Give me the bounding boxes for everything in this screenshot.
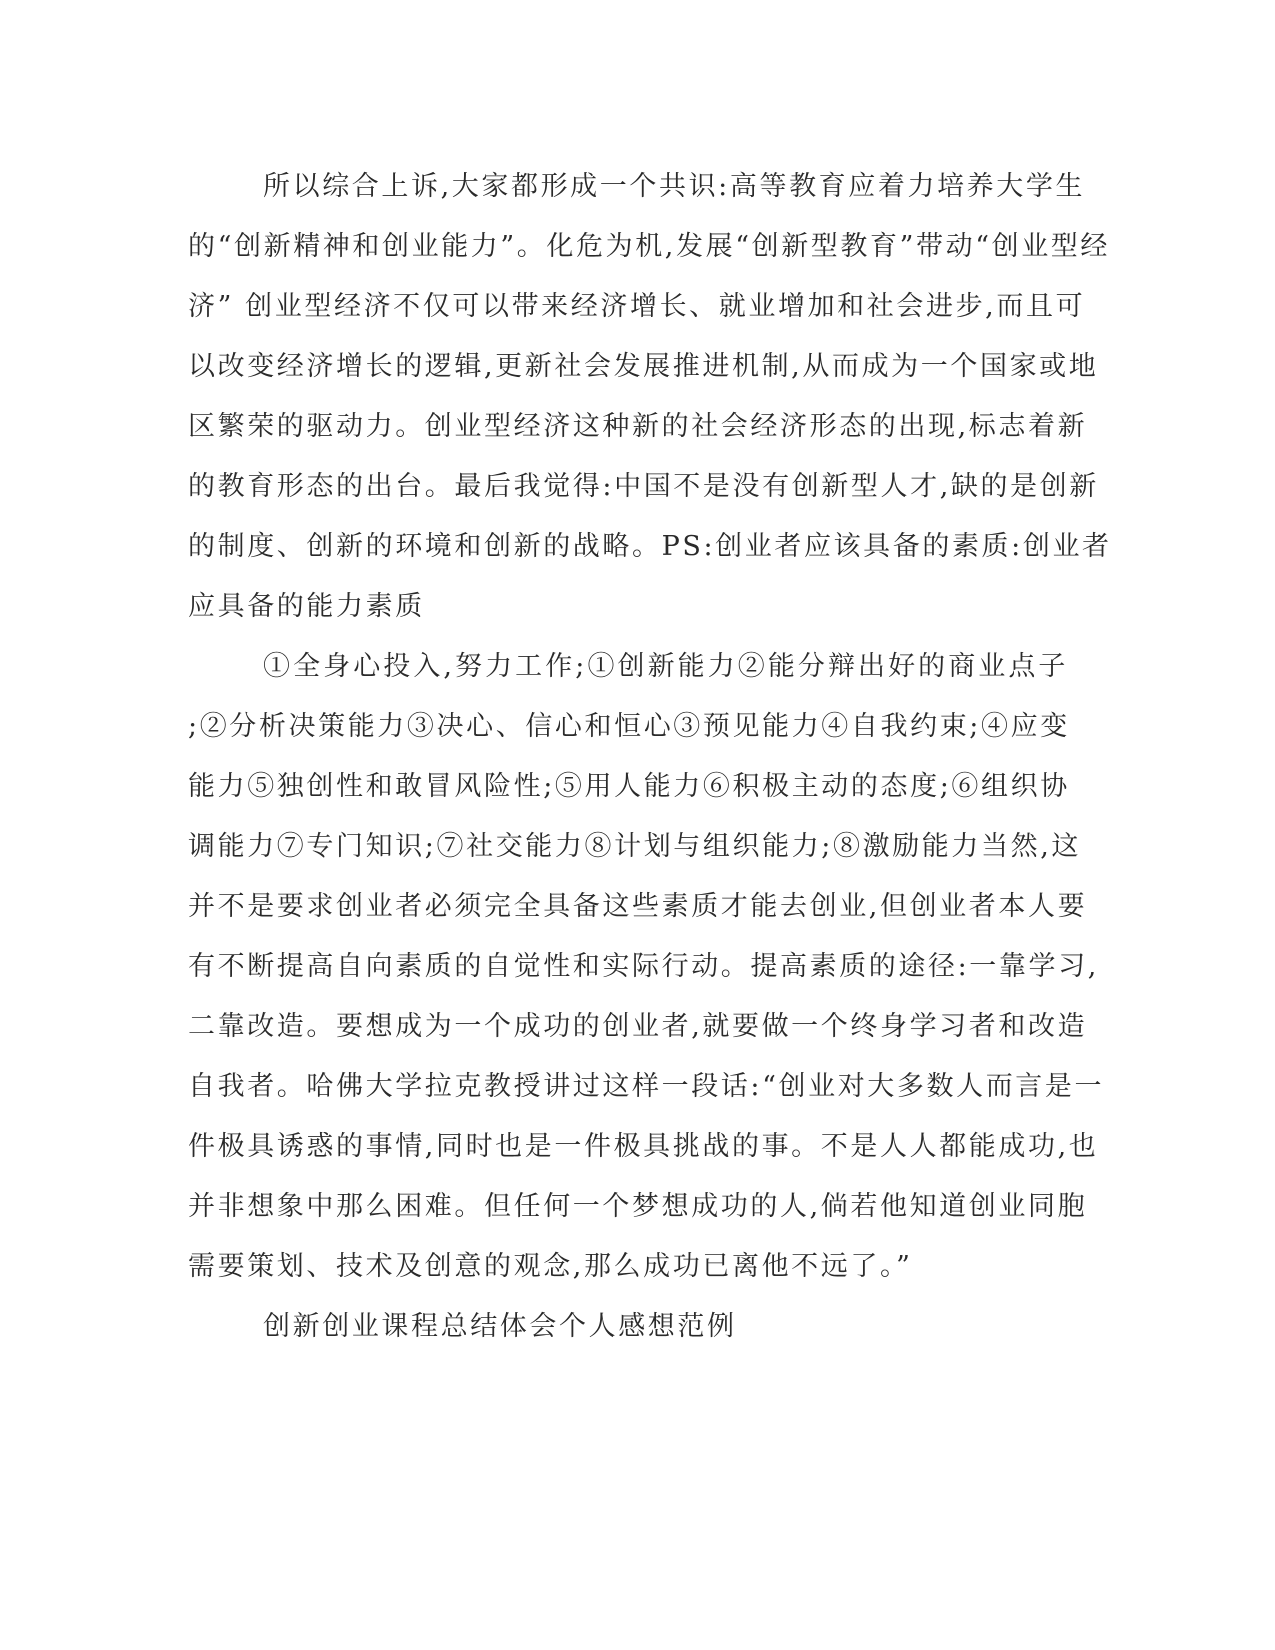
paragraph-line: 所以综合上诉,大家都形成一个共识:高等教育应着力培养大学生: [263, 171, 1086, 202]
paragraph-line: 应具备的能力素质: [188, 591, 425, 622]
paragraph-line: 二靠改造。要想成为一个成功的创业者,就要做一个终身学习者和改造: [188, 1011, 1088, 1042]
paragraph-line: 调能力⑦专门知识;⑦社交能力⑧计划与组织能力;⑧激励能力当然,这: [188, 831, 1081, 862]
paragraph-qualities: [188, 637, 1105, 1297]
section-heading: 创新创业课程总结体会个人感想范例: [263, 1311, 737, 1342]
paragraph-line: 的制度、创新的环境和创新的战略。PS:创业者应该具备的素质:创业者: [188, 531, 1112, 562]
paragraph-line: 的“创新精神和创业能力”。化危为机,发展“创新型教育”带动“创业型经: [188, 231, 1110, 262]
paragraph-line: 并非想象中那么困难。但任何一个梦想成功的人,倘若他知道创业同胞: [188, 1191, 1088, 1222]
paragraph-line: 以改变经济增长的逻辑,更新社会发展推进机制,从而成为一个国家或地: [188, 351, 1099, 382]
paragraph-line: 济” 创业型经济不仅可以带来经济增长、就业增加和社会进步,而且可: [188, 291, 1086, 322]
paragraph-line: 并不是要求创业者必须完全具备这些素质才能去创业,但创业者本人要: [188, 891, 1088, 922]
paragraph-line: ;②分析决策能力③决心、信心和恒心③预见能力④自我约束;④应变: [188, 711, 1070, 742]
paragraph-line: ①全身心投入,努力工作;①创新能力②能分辩出好的商业点子: [263, 651, 1068, 682]
paragraph-line: 自我者。哈佛大学拉克教授讲过这样一段话:“创业对大多数人而言是一: [188, 1071, 1105, 1102]
paragraph-line: 能力⑤独创性和敢冒风险性;⑤用人能力⑥积极主动的态度;⑥组织协: [188, 771, 1070, 802]
paragraph-line: 有不断提高自向素质的自觉性和实际行动。提高素质的途径:一靠学习,: [188, 951, 1099, 982]
document-body: [188, 157, 1112, 1357]
paragraph-line: 区繁荣的驱动力。创业型经济这种新的社会经济形态的出现,标志着新: [188, 411, 1088, 442]
paragraph-line: 的教育形态的出台。最后我觉得:中国不是没有创新型人才,缺的是创新: [188, 471, 1099, 502]
paragraph-conclusion: [188, 157, 1112, 637]
paragraph-line: 件极具诱惑的事情,同时也是一件极具挑战的事。不是人人都能成功,也: [188, 1131, 1099, 1162]
paragraph-line: 需要策划、技术及创意的观念,那么成功已离他不远了。”: [188, 1251, 913, 1282]
